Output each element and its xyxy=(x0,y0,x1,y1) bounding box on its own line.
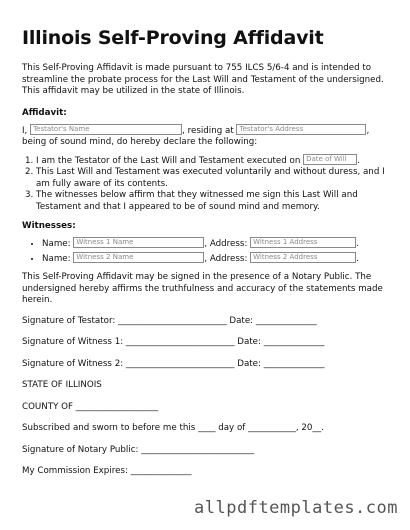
state-line: STATE OF ILLINOIS xyxy=(22,380,102,390)
witness-1-name-field[interactable]: Witness 1 Name xyxy=(73,237,204,248)
residing-at-text: , residing at xyxy=(182,125,237,136)
testator-address-field[interactable]: Testator's Address xyxy=(236,124,366,135)
witnesses-heading: Witnesses: xyxy=(22,221,76,231)
witness-row-end: . xyxy=(356,253,359,264)
witness-address-label: , Address: xyxy=(204,239,251,249)
site-watermark: allpdftemplates.com xyxy=(194,498,398,518)
witness-2-row xyxy=(42,252,388,266)
witness-row-end: . xyxy=(356,239,359,249)
notary-intro-paragraph: This Self-Proving Affidavit may be signed in the presence of a Notary Public. The undersigned hereby affirms the truthfulness and accuracy of the statements made herein. xyxy=(22,272,383,305)
intro-paragraph: This Self-Proving Affidavit is made pursuant to 755 ILCS 5/6-4 and is intended to streamline the probate process for the Last Will and Testament of the undersigned. This affidavit may be utilized in the state of Illinois. xyxy=(22,63,384,96)
affidavit-heading: Affidavit: xyxy=(22,107,67,118)
witness-name-label: Name: xyxy=(42,239,74,249)
witnesses-list xyxy=(22,237,388,265)
declaration-prefix: I, xyxy=(22,125,31,136)
notary-signature-line: Signature of Notary Public: __________________________ xyxy=(22,444,255,455)
item1-text: I am the Testator of the Last Will and Testament executed on xyxy=(36,155,304,166)
witness-1-address-field[interactable]: Witness 1 Address xyxy=(250,237,356,248)
witness-name-label: Name: xyxy=(42,253,74,264)
affidavit-declaration xyxy=(22,124,388,149)
declaration-item-3: 3. The witnesses below affirm that they witnessed me sign this Last Will and Testament and that I appeared to be of sound mind and memory. xyxy=(36,190,388,213)
witness-2-name-field[interactable]: Witness 2 Name xyxy=(73,252,204,263)
declarations-list xyxy=(22,154,388,214)
commission-expires-line: My Commission Expires: ______________ xyxy=(22,466,192,476)
sound-mind-text: , being of sound mind, do hereby declare the following: xyxy=(22,125,370,147)
document-body xyxy=(22,26,388,488)
witness-1-row xyxy=(42,237,388,251)
declaration-item-2: 2. This Last Will and Testament was executed voluntarily and without duress, and I am fully aware of its contents. xyxy=(36,167,388,190)
date-of-will-field[interactable]: Date of Will xyxy=(303,154,357,165)
county-line: COUNTY OF ___________________ xyxy=(22,401,159,412)
testator-name-field[interactable]: Testator's Name xyxy=(30,124,182,135)
declaration-item-1 xyxy=(36,154,388,168)
subscribed-line: Subscribed and sworn to before me this ____ day of ___________, 20__. xyxy=(22,423,324,433)
witness-address-label: , Address: xyxy=(204,253,251,264)
testator-signature-line: Signature of Testator: _________________________ Date: ______________ xyxy=(22,315,317,326)
item1-end: . xyxy=(357,155,360,166)
witness-1-signature-line: Signature of Witness 1: _________________________ Date: ______________ xyxy=(22,337,325,347)
document-title: Illinois Self-Proving Affidavit xyxy=(22,27,324,49)
witness-2-address-field[interactable]: Witness 2 Address xyxy=(250,252,356,263)
witness-2-signature-line: Signature of Witness 2: _________________________ Date: ______________ xyxy=(22,358,325,369)
